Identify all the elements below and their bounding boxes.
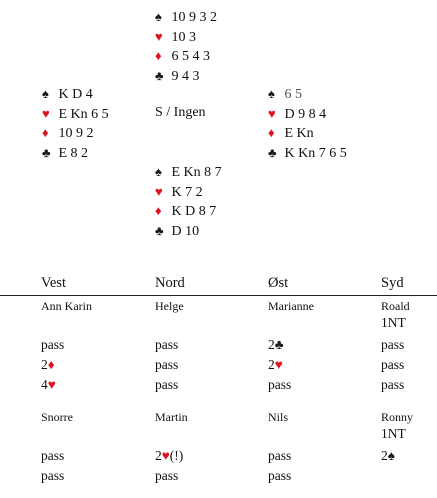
bid-suit-icon: ♥	[274, 357, 283, 372]
header-vest: Vest	[41, 275, 66, 291]
north-heart-cards: 10 3	[168, 29, 196, 45]
bid-cell: pass	[381, 337, 405, 352]
south-club-cards: D 10	[168, 223, 200, 239]
bid-cell: 2♦	[41, 357, 55, 372]
north-spade-cards: 10 9 3 2	[168, 10, 217, 25]
bid-cell: 2♥	[268, 357, 283, 372]
bid-cell: pass	[155, 468, 179, 483]
south-diamond-row	[155, 201, 222, 221]
bid-suit-icon: ♠	[387, 448, 395, 463]
heart-icon: ♥	[155, 183, 163, 199]
south-hand	[155, 162, 222, 240]
north-diamond-cards: 6 5 4 3	[168, 49, 210, 64]
bid-cell: 2♥(!)	[155, 448, 184, 463]
player-name: Marianne	[268, 299, 314, 313]
player-name: Nils	[268, 410, 289, 424]
spade-icon: ♠	[268, 86, 275, 101]
club-icon: ♣	[42, 144, 51, 160]
diamond-icon: ♦	[155, 48, 162, 63]
south-club-row	[155, 221, 222, 241]
header-syd: Syd	[381, 275, 404, 291]
bid-cell: pass	[155, 377, 179, 392]
west-heart-row	[42, 104, 109, 124]
heart-icon: ♥	[42, 105, 50, 121]
west-spade-row	[42, 84, 109, 104]
west-heart-cards: E Kn 6 5	[55, 106, 109, 122]
header-divider	[0, 295, 437, 296]
bid-cell: pass	[41, 448, 65, 463]
club-icon: ♣	[155, 222, 164, 238]
west-hand	[42, 84, 109, 162]
east-heart-cards: D 9 8 4	[281, 106, 327, 122]
player-name: Snorre	[41, 410, 73, 424]
spade-icon: ♠	[155, 164, 162, 179]
south-diamond-cards: K D 8 7	[168, 204, 217, 219]
bid-cell: pass	[268, 377, 292, 392]
club-icon: ♣	[155, 67, 164, 83]
player-name: Roald	[381, 299, 410, 313]
player-name: Helge	[155, 299, 184, 313]
west-spade-cards: K D 4	[55, 87, 93, 102]
spade-icon: ♠	[42, 86, 49, 101]
west-diamond-cards: 10 9 2	[55, 126, 94, 141]
bid-cell: pass	[155, 357, 179, 372]
west-diamond-row	[42, 123, 109, 143]
diamond-icon: ♦	[42, 125, 49, 140]
bid-cell: 2♣	[268, 337, 284, 352]
spade-icon: ♠	[155, 9, 162, 24]
header-ost: Øst	[268, 275, 289, 291]
north-heart-row	[155, 27, 217, 47]
north-club-row	[155, 66, 217, 86]
east-club-row	[268, 143, 347, 163]
bid-cell: 4♥	[41, 377, 56, 392]
opening-bid: 1NT	[381, 426, 406, 441]
east-spade-cards: 6 5	[281, 87, 302, 102]
east-heart-row	[268, 104, 347, 124]
north-club-cards: 9 4 3	[168, 68, 200, 84]
player-name: Ann Karin	[41, 299, 92, 313]
player-name: Martin	[155, 410, 188, 424]
bid-suit-icon: ♥	[47, 377, 56, 392]
south-heart-cards: K 7 2	[168, 184, 203, 200]
header-nord: Nord	[155, 275, 185, 291]
heart-icon: ♥	[268, 105, 276, 121]
south-spade-row	[155, 162, 222, 182]
player-name: Ronny	[381, 410, 414, 424]
west-club-row	[42, 143, 109, 163]
north-diamond-row	[155, 46, 217, 66]
east-diamond-cards: E Kn	[281, 126, 314, 141]
diamond-icon: ♦	[268, 125, 275, 140]
east-spade-row	[268, 84, 347, 104]
east-club-cards: K Kn 7 6 5	[281, 145, 347, 161]
north-hand	[155, 7, 217, 85]
south-spade-cards: E Kn 8 7	[168, 165, 222, 180]
bid-suit-icon: ♦	[47, 357, 55, 372]
bid-cell: pass	[381, 357, 405, 372]
east-diamond-row	[268, 123, 347, 143]
bid-suit-icon: ♣	[274, 337, 284, 352]
heart-icon: ♥	[155, 28, 163, 44]
east-hand	[268, 84, 347, 162]
west-club-cards: E 8 2	[55, 145, 89, 161]
bid-cell: pass	[41, 337, 65, 352]
diamond-icon: ♦	[155, 203, 162, 218]
bid-cell: 2♠	[381, 448, 395, 463]
bid-cell: pass	[41, 468, 65, 483]
bid-cell: pass	[268, 468, 292, 483]
bid-cell: pass	[381, 377, 405, 392]
bid-cell: pass	[155, 337, 179, 352]
club-icon: ♣	[268, 144, 277, 160]
bid-cell: pass	[268, 448, 292, 463]
south-heart-row	[155, 182, 222, 202]
dealer-vulnerability: S / Ingen	[155, 105, 206, 120]
north-spade-row	[155, 7, 217, 27]
bid-suit-icon: ♥	[161, 448, 170, 463]
opening-bid: 1NT	[381, 315, 406, 330]
